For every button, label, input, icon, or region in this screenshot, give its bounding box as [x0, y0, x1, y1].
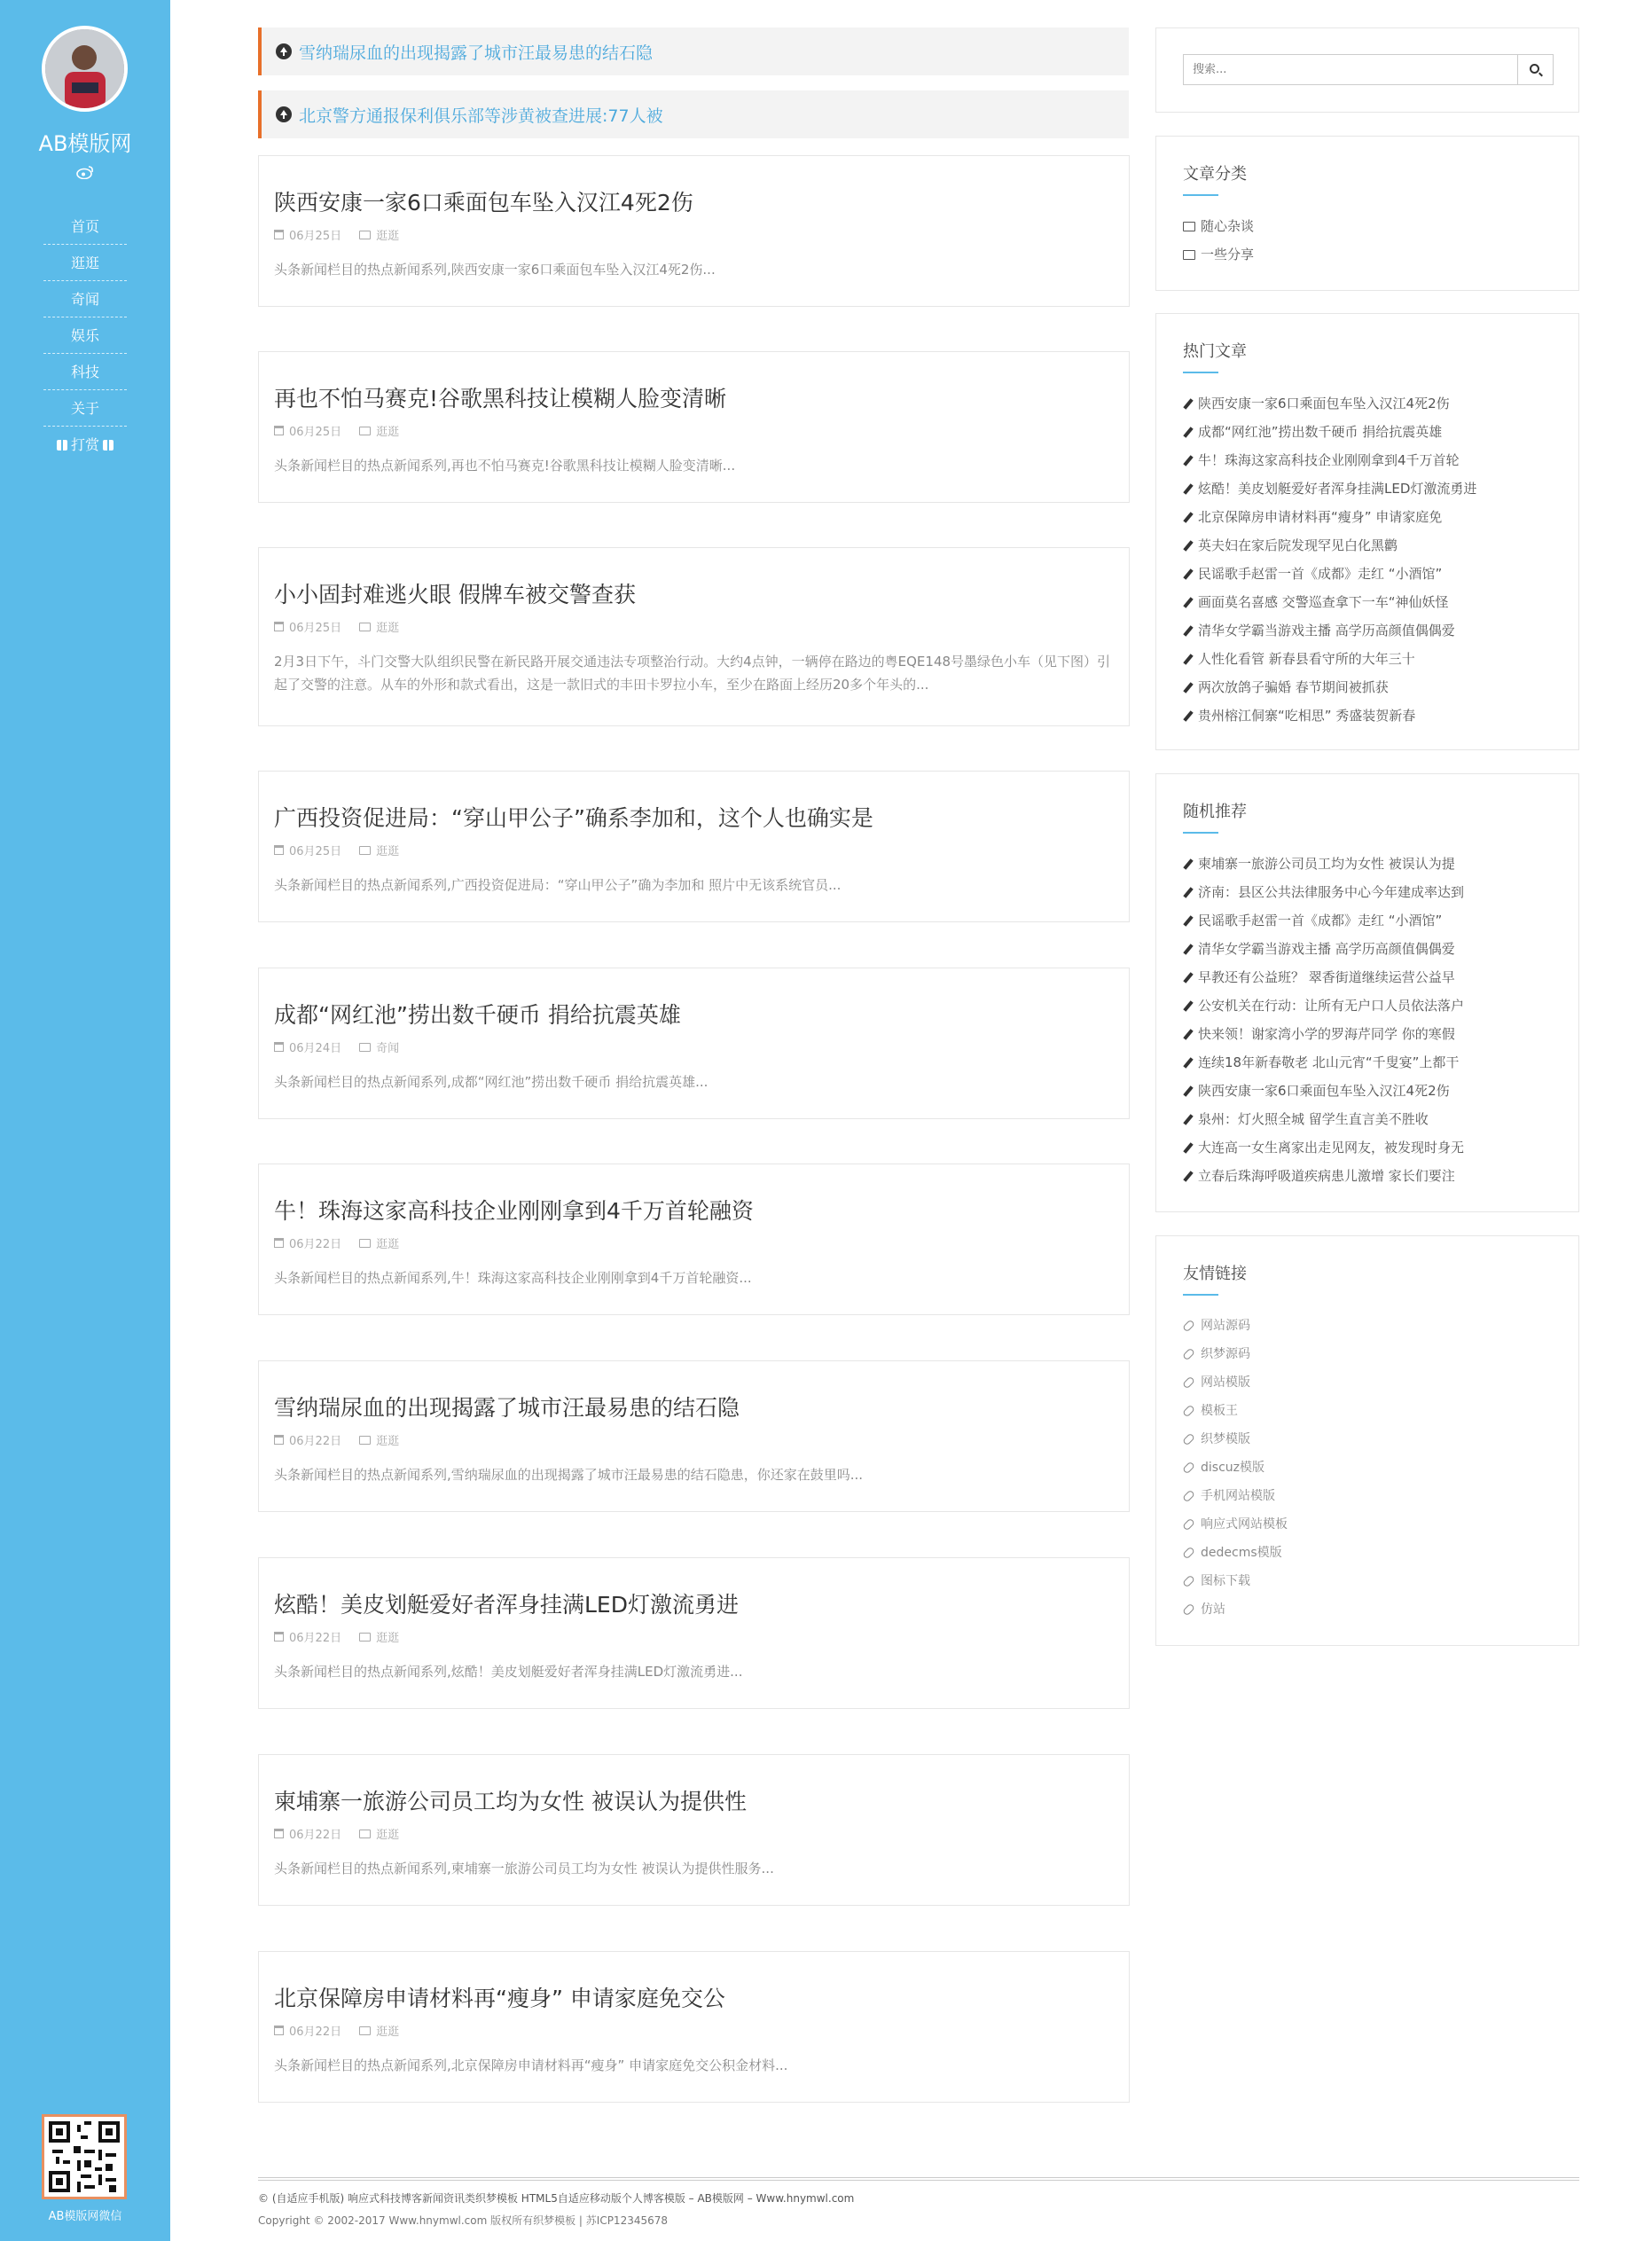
notice-text[interactable]: 雪纳瑞尿血的出现揭露了城市汪最易患的结石隐 [299, 43, 654, 63]
avatar-image [45, 29, 124, 108]
random-recommend-title: 随机推荐 [1183, 799, 1247, 822]
hot-article-item[interactable] [1183, 560, 1564, 588]
article-card [258, 1754, 1130, 1906]
folder-icon [359, 2026, 371, 2035]
pencil-icon [1183, 915, 1193, 927]
friend-link[interactable]: 模板王 [1201, 1404, 1238, 1418]
friend-link-item[interactable] [1183, 1312, 1564, 1340]
article-card [258, 1951, 1130, 2103]
category-box [1155, 136, 1579, 291]
friend-link-item[interactable] [1183, 1340, 1564, 1368]
article-card [258, 155, 1130, 307]
random-link[interactable]: 济南：县区公共法律服务中心今年建成率达到 [1198, 884, 1465, 900]
article-meta [274, 1038, 399, 1055]
random-link[interactable]: 陕西安康一家6口乘面包车坠入汉江4死2伤 [1198, 1083, 1450, 1099]
gift-icon [103, 440, 114, 451]
folder-icon [359, 427, 371, 435]
article-title[interactable]: 成都“网红池”捞出数千硬币 捐给抗震英雄 [274, 1002, 681, 1028]
hot-article-item[interactable] [1183, 531, 1564, 560]
pencil-icon [1183, 887, 1193, 898]
friend-link[interactable]: 网站模版 [1201, 1375, 1250, 1390]
article-date: 06月24日 [289, 1042, 342, 1055]
wechat-qr-code [42, 2114, 127, 2199]
gift-icon [57, 440, 67, 451]
nav-item-about[interactable]: 关于 [43, 390, 127, 427]
pencil-icon [1183, 597, 1193, 608]
random-link[interactable]: 公安机关在行动：让所有无户口人员依法落户 [1198, 998, 1465, 1014]
random-item[interactable] [1183, 935, 1564, 963]
link-icon [1183, 1461, 1195, 1475]
folder-icon [359, 1436, 371, 1445]
hot-article-item[interactable] [1183, 474, 1564, 503]
article-category[interactable]: 逛逛 [376, 2026, 400, 2039]
friend-link-item[interactable] [1183, 1482, 1564, 1510]
random-link[interactable]: 泉州：灯火照全城 留学生直言美不胜收 [1198, 1111, 1429, 1127]
hot-article-link[interactable]: 陕西安康一家6口乘面包车坠入汉江4死2伤 [1198, 396, 1450, 411]
hot-article-item[interactable] [1183, 701, 1564, 730]
random-recommend-list [1183, 850, 1564, 1190]
article-summary: 头条新闻栏目的热点新闻系列,广西投资促进局：“穿山甲公子”确为李加和 照片中无该系统官员... [274, 877, 842, 893]
article-summary: 头条新闻栏目的热点新闻系列,陕西安康一家6口乘面包车坠入汉江4死2伤... [274, 262, 716, 278]
pencil-icon [1183, 625, 1193, 637]
article-category[interactable]: 奇闻 [376, 1042, 400, 1055]
article-meta [274, 226, 399, 243]
nav-item-odd-news[interactable]: 奇闻 [43, 281, 127, 317]
calendar-icon [274, 426, 284, 435]
friend-link-item[interactable] [1183, 1595, 1564, 1624]
hot-article-link[interactable]: 炫酷！美皮划艇爱好者浑身挂满LED灯激流勇进 [1198, 481, 1477, 497]
folder-icon [1183, 222, 1195, 231]
nav-item-tech[interactable]: 科技 [43, 354, 127, 390]
calendar-icon [274, 2026, 284, 2035]
pencil-icon [1183, 1171, 1193, 1182]
calendar-icon [274, 230, 284, 239]
calendar-icon [274, 1435, 284, 1445]
friend-links-box [1155, 1235, 1579, 1646]
hot-article-link[interactable]: 人性化看管 新春县看守所的大年三十 [1198, 651, 1415, 667]
article-category[interactable]: 逛逛 [376, 1238, 400, 1251]
link-icon [1183, 1348, 1195, 1361]
friend-link-item[interactable] [1183, 1567, 1564, 1595]
friend-link[interactable]: 手机网站模版 [1201, 1489, 1275, 1503]
site-name[interactable]: AB模版网 [38, 131, 132, 156]
main-nav [43, 208, 127, 463]
search-button[interactable] [1518, 54, 1554, 85]
pencil-icon [1183, 1057, 1193, 1069]
friend-link[interactable]: 织梦模版 [1201, 1432, 1250, 1446]
article-title[interactable]: 广西投资促进局：“穿山甲公子”确系李加和，这个人也确实是 [274, 805, 873, 831]
friend-link[interactable]: dedecms模版 [1201, 1546, 1282, 1560]
folder-icon [359, 1239, 371, 1248]
article-category[interactable]: 逛逛 [376, 426, 400, 439]
random-link[interactable]: 民谣歌手赵雷一首《成都》走红 “小酒馆” [1198, 913, 1443, 929]
category-item[interactable] [1183, 240, 1564, 269]
pencil-icon [1183, 427, 1193, 438]
nav-item-entertainment[interactable]: 娱乐 [43, 317, 127, 354]
nav-item-stroll[interactable]: 逛逛 [43, 245, 127, 281]
calendar-icon [274, 1042, 284, 1052]
avatar[interactable] [42, 26, 128, 112]
folder-icon [359, 1830, 371, 1838]
pencil-icon [1183, 1000, 1193, 1012]
article-category[interactable]: 逛逛 [376, 230, 400, 243]
left-sidebar [0, 0, 170, 2241]
article-title[interactable]: 牛！珠海这家高科技企业刚刚拿到4千万首轮融资 [274, 1198, 754, 1224]
link-icon [1183, 1405, 1195, 1418]
calendar-icon [274, 1632, 284, 1642]
hot-article-link[interactable]: 贵州榕江侗寨“吃相思” 秀盛装贺新春 [1198, 708, 1416, 724]
friend-link[interactable]: 响应式网站模板 [1201, 1517, 1288, 1532]
article-summary: 头条新闻栏目的热点新闻系列,北京保障房申请材料再“瘦身” 申请家庭免交公积金材料... [274, 2057, 788, 2073]
hot-articles-box [1155, 313, 1579, 750]
pencil-icon [1183, 682, 1193, 693]
article-date: 06月25日 [289, 845, 342, 858]
random-link[interactable]: 早教还有公益班？ 翠香街道继续运营公益早 [1198, 969, 1455, 985]
article-date: 06月25日 [289, 622, 342, 635]
article-title[interactable]: 陕西安康一家6口乘面包车坠入汉江4死2伤 [274, 190, 693, 215]
search-icon [1530, 64, 1539, 74]
article-summary: 头条新闻栏目的热点新闻系列,柬埔寨一旅游公司员工均为女性 被误认为提供性服务... [274, 1861, 774, 1877]
friend-link-item[interactable] [1183, 1397, 1564, 1425]
article-date: 06月22日 [289, 1829, 342, 1842]
folder-icon [359, 846, 371, 855]
random-link[interactable]: 清华女学霸当游戏主播 高学历高颜值偶偶爱 [1198, 941, 1455, 957]
category-item[interactable] [1183, 212, 1564, 240]
random-link[interactable]: 柬埔寨一旅游公司员工均为女性 被误认为提 [1198, 856, 1455, 872]
article-category[interactable]: 逛逛 [376, 845, 400, 858]
pencil-icon [1183, 540, 1193, 552]
friend-link[interactable]: 织梦源码 [1201, 1347, 1250, 1361]
friend-link-item[interactable] [1183, 1425, 1564, 1454]
article-summary: 2月3日下午，斗门交警大队组织民警在新民路开展交通违法专项整治行动。大约4点钟，一辆停在路边的粤EQE148号墨绿色小车（见下图）引起了交警的注意。从车的外形和款式看出，这是一款旧式的丰田卡罗拉小车，至少在路面上经历20多个年头的... [274, 654, 1111, 693]
article-date: 06月25日 [289, 230, 342, 243]
article-card [258, 1164, 1130, 1315]
hot-article-link[interactable]: 英夫妇在家后院发现罕见白化黑鹳 [1198, 537, 1398, 553]
qr-label: AB模版网微信 [48, 2210, 122, 2223]
article-date: 06月25日 [289, 426, 342, 439]
link-icon [1183, 1320, 1195, 1333]
hot-articles-title: 热门文章 [1183, 339, 1247, 362]
category-list [1183, 212, 1564, 269]
random-item[interactable] [1183, 878, 1564, 906]
article-meta [274, 618, 399, 635]
folder-icon [1183, 250, 1195, 260]
search-box [1155, 27, 1579, 113]
article-category[interactable]: 逛逛 [376, 622, 400, 635]
notice-text[interactable]: 北京警方通报保利俱乐部等涉黄被查进展:77人被 [299, 106, 663, 126]
arrow-up-circle-icon [276, 106, 292, 122]
pencil-icon [1183, 483, 1193, 495]
link-icon [1183, 1376, 1195, 1390]
article-meta [274, 1234, 399, 1251]
article-date: 06月22日 [289, 1435, 342, 1448]
hot-article-link[interactable]: 成都“网红池”捞出数千硬币 捐给抗震英雄 [1198, 424, 1443, 440]
link-icon [1183, 1518, 1195, 1532]
article-title[interactable]: 雪纳瑞尿血的出现揭露了城市汪最易患的结石隐 [274, 1395, 740, 1421]
friend-links-list [1183, 1312, 1564, 1624]
article-title[interactable]: 北京保障房申请材料再“瘦身” 申请家庭免交公 [274, 1986, 725, 2011]
pencil-icon [1183, 398, 1193, 410]
article-meta [274, 842, 399, 858]
article-date: 06月22日 [289, 1238, 342, 1251]
arrow-up-circle-icon [276, 43, 292, 59]
article-title[interactable]: 柬埔寨一旅游公司员工均为女性 被误认为提供性 [274, 1789, 747, 1814]
folder-icon [359, 623, 371, 631]
hot-article-item[interactable] [1183, 389, 1564, 418]
random-item[interactable] [1183, 1162, 1564, 1190]
category-label: 随心杂谈 [1201, 218, 1255, 234]
random-item[interactable] [1183, 850, 1564, 878]
hot-article-link[interactable]: 北京保障房申请材料再“瘦身” 申请家庭免 [1198, 509, 1443, 525]
link-icon [1183, 1603, 1195, 1617]
notice-bar[interactable] [258, 27, 1129, 75]
nav-item-reward[interactable] [43, 427, 127, 463]
article-category[interactable]: 逛逛 [376, 1632, 400, 1645]
random-item[interactable] [1183, 1133, 1564, 1162]
link-icon [1183, 1490, 1195, 1503]
article-title[interactable]: 再也不怕马赛克!谷歌黑科技让模糊人脸变清晰 [274, 386, 727, 411]
pencil-icon [1183, 1142, 1193, 1154]
folder-icon [359, 231, 371, 239]
article-card [258, 968, 1130, 1119]
calendar-icon [274, 1238, 284, 1248]
random-item[interactable] [1183, 906, 1564, 935]
notice-bar[interactable] [258, 90, 1129, 138]
article-category[interactable]: 逛逛 [376, 1829, 400, 1842]
footer-description: © (自适应手机版) 响应式科技博客新闻资讯类织梦模板 HTML5自适应移动版个人博客模版 – AB模版网 – Www.hnymwl.com [258, 2192, 855, 2205]
article-title[interactable]: 炫酷！美皮划艇爱好者浑身挂满LED灯激流勇进 [274, 1592, 739, 1618]
hot-article-link[interactable]: 画面莫名喜感 交警巡查拿下一车“神仙妖怪 [1198, 594, 1449, 610]
article-summary: 头条新闻栏目的热点新闻系列,再也不怕马赛克!谷歌黑科技让模糊人脸变清晰... [274, 458, 736, 474]
article-date: 06月22日 [289, 1632, 342, 1645]
article-summary: 头条新闻栏目的热点新闻系列,雪纳瑞尿血的出现揭露了城市汪最易患的结石隐患，你还家在鼓里吗... [274, 1467, 864, 1483]
folder-icon [359, 1043, 371, 1052]
random-item[interactable] [1183, 1105, 1564, 1133]
article-card [258, 351, 1130, 503]
friend-link[interactable]: 仿站 [1201, 1602, 1225, 1617]
category-label: 一些分享 [1201, 247, 1255, 262]
pencil-icon [1183, 944, 1193, 955]
calendar-icon [274, 622, 284, 631]
random-link[interactable]: 立春后珠海呼吸道疾病患儿激增 家长们要注 [1198, 1168, 1455, 1184]
friend-link-item[interactable] [1183, 1539, 1564, 1567]
hot-article-item[interactable] [1183, 418, 1564, 446]
category-title: 文章分类 [1183, 161, 1247, 184]
reward-label: 打赏 [70, 436, 99, 453]
article-meta [274, 1628, 399, 1645]
pencil-icon [1183, 972, 1193, 983]
hot-articles-list [1183, 389, 1564, 730]
pencil-icon [1183, 710, 1193, 722]
article-meta [274, 2022, 399, 2039]
random-item[interactable] [1183, 963, 1564, 991]
calendar-icon [274, 845, 284, 855]
article-card [258, 771, 1130, 922]
friend-link[interactable]: 图标下载 [1201, 1574, 1250, 1588]
friend-link[interactable]: discuz模版 [1201, 1461, 1264, 1475]
link-icon [1183, 1575, 1195, 1588]
random-link[interactable]: 大连高一女生离家出走见网友，被发现时身无 [1198, 1140, 1465, 1156]
hot-article-item[interactable] [1183, 503, 1564, 531]
calendar-icon [274, 1829, 284, 1838]
pencil-icon [1183, 568, 1193, 580]
pencil-icon [1183, 1029, 1193, 1040]
article-date: 06月22日 [289, 2026, 342, 2039]
friend-link-item[interactable] [1183, 1454, 1564, 1482]
qr-code-icon [49, 2121, 120, 2192]
search-input[interactable] [1183, 54, 1518, 85]
nav-item-home[interactable]: 首页 [43, 208, 127, 245]
hot-article-link[interactable]: 两次放鸽子骗婚 春节期间被抓获 [1198, 679, 1389, 695]
random-item[interactable] [1183, 1077, 1564, 1105]
hot-article-item[interactable] [1183, 446, 1564, 474]
friend-link-item[interactable] [1183, 1510, 1564, 1539]
pencil-icon [1183, 1114, 1193, 1125]
footer-divider [258, 2177, 1579, 2181]
hot-article-item[interactable] [1183, 588, 1564, 616]
pencil-icon [1183, 512, 1193, 523]
random-link[interactable]: 连续18年新春敬老 北山元宵“千叟宴”上都干 [1198, 1054, 1460, 1070]
weibo-icon[interactable] [76, 165, 94, 179]
hot-article-item[interactable] [1183, 616, 1564, 645]
hot-article-link[interactable]: 民谣歌手赵雷一首《成都》走红 “小酒馆” [1198, 566, 1443, 582]
article-meta [274, 1431, 399, 1448]
hot-article-item[interactable] [1183, 673, 1564, 701]
random-item[interactable] [1183, 1020, 1564, 1048]
link-icon [1183, 1433, 1195, 1446]
link-icon [1183, 1547, 1195, 1560]
hot-article-item[interactable] [1183, 645, 1564, 673]
hot-article-link[interactable]: 清华女学霸当游戏主播 高学历高颜值偶偶爱 [1198, 623, 1455, 639]
random-item[interactable] [1183, 991, 1564, 1020]
hot-article-link[interactable]: 牛！珠海这家高科技企业刚刚拿到4千万首轮 [1198, 452, 1460, 468]
article-meta [274, 1825, 399, 1842]
article-category[interactable]: 逛逛 [376, 1435, 400, 1448]
footer-copyright: Copyright © 2002-2017 Www.hnymwl.com 版权所有织梦模板 | 苏ICP12345678 [258, 2214, 669, 2227]
pencil-icon [1183, 1085, 1193, 1097]
article-card [258, 1557, 1130, 1709]
friend-link-item[interactable] [1183, 1368, 1564, 1397]
article-summary: 头条新闻栏目的热点新闻系列,牛！珠海这家高科技企业刚刚拿到4千万首轮融资... [274, 1270, 752, 1286]
article-summary: 头条新闻栏目的热点新闻系列,炫酷！美皮划艇爱好者浑身挂满LED灯激流勇进... [274, 1664, 743, 1680]
article-meta [274, 422, 399, 439]
folder-icon [359, 1633, 371, 1642]
random-recommend-box [1155, 773, 1579, 1212]
random-item[interactable] [1183, 1048, 1564, 1077]
friend-links-title: 友情链接 [1183, 1261, 1247, 1284]
random-link[interactable]: 快来领！谢家湾小学的罗海芹同学 你的寒假 [1198, 1026, 1455, 1042]
friend-link[interactable]: 网站源码 [1201, 1319, 1250, 1333]
pencil-icon [1183, 858, 1193, 870]
article-card [258, 547, 1130, 726]
article-card [258, 1360, 1130, 1512]
pencil-icon [1183, 455, 1193, 466]
article-title[interactable]: 小小固封难逃火眼 假牌车被交警查获 [274, 582, 636, 607]
article-summary: 头条新闻栏目的热点新闻系列,成都“网红池”捞出数千硬币 捐给抗震英雄... [274, 1074, 709, 1090]
pencil-icon [1183, 654, 1193, 665]
